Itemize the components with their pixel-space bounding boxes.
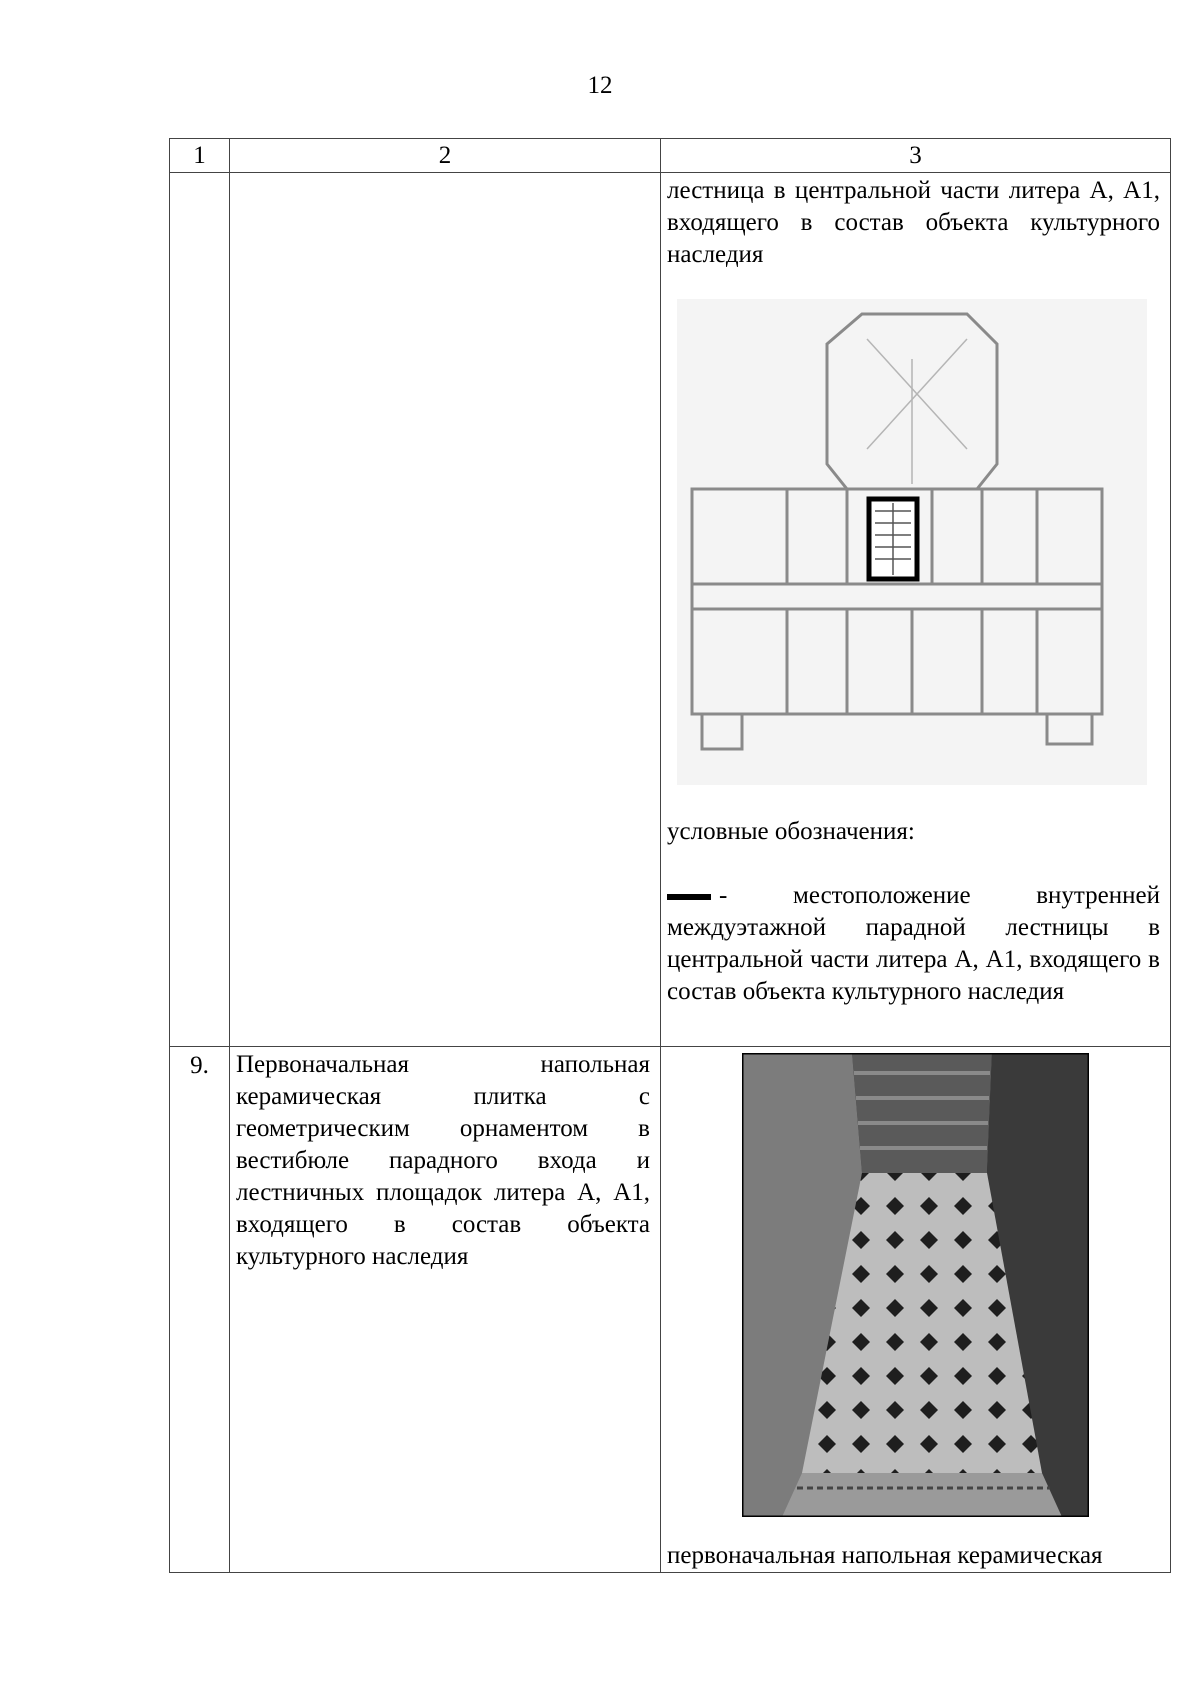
header-col-2: 2 bbox=[230, 139, 661, 173]
legend-separator: - bbox=[719, 882, 728, 909]
illustration-cell bbox=[661, 173, 1171, 1047]
legend-text: местоположение внутренней междуэтажной парадной лестницы в центральной части литера А, А1, входящего в состав объекта культурного наследия bbox=[667, 882, 1160, 1005]
floor-plan-image bbox=[677, 299, 1147, 785]
legend-entry bbox=[667, 880, 1160, 1008]
description-cell: Первоначальная напольная керамическая плитка с геометрическим орнаментом в вестибюле парадного входа и лестничных площадок литера А, А1, входящего в состав объекта культурного наследия bbox=[230, 1047, 661, 1573]
plan-caption: лестница в центральной части литера А, А1, входящего в состав объекта культурного наследия bbox=[667, 177, 1160, 268]
page-number: 12 bbox=[587, 72, 613, 99]
header-col-1: 1 bbox=[170, 139, 230, 173]
legend-title: условные обозначения: bbox=[667, 818, 915, 845]
illustration-cell bbox=[661, 1047, 1171, 1573]
floor-tile-photo bbox=[742, 1053, 1089, 1517]
document-table bbox=[169, 138, 1171, 1573]
header-col-3: 3 bbox=[661, 139, 1171, 173]
photo-caption: первоначальная напольная керамическая bbox=[667, 1542, 1103, 1569]
table-header-row bbox=[170, 139, 1171, 173]
table-row bbox=[170, 173, 1171, 1047]
row-number-cell: 9. bbox=[170, 1047, 230, 1573]
description-cell bbox=[230, 173, 661, 1047]
legend-line-icon bbox=[667, 894, 711, 900]
table-row bbox=[170, 1047, 1171, 1573]
row-number-cell bbox=[170, 173, 230, 1047]
